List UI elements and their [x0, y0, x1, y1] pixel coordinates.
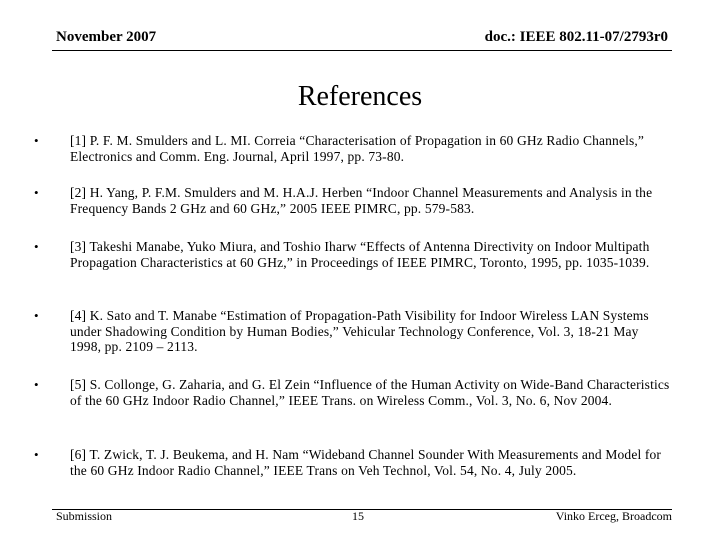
reference-text: [5] S. Collonge, G. Zaharia, and G. El Zein “Influence of the Human Activity on Wide-Band Characteristics of the 60 GHz Indoor Radio Channel,” IEEE Trans. on Wireless Comm., Vol. 3, No. 6, Nov 2004. — [70, 377, 670, 408]
footer-page-number: 15 — [352, 509, 364, 523]
bullet-icon: • — [34, 308, 39, 323]
bullet-icon: • — [34, 133, 39, 148]
bullet-icon: • — [34, 447, 39, 462]
footer-author: Vinko Erceg, Broadcom — [555, 509, 672, 523]
bullet-icon: • — [34, 185, 39, 200]
slide-title: References — [297, 81, 423, 112]
header-date: November 2007 — [56, 29, 157, 45]
reference-text: [4] K. Sato and T. Manabe “Estimation of Propagation-Path Visibility for Indoor Wireless LAN Systems under Shadowing Condition by Human Bodies,” Vehicular Technology Conference, Vol. 3, 18-21 May 1998, pp. 2109 – 2113. — [70, 308, 649, 354]
reference-text: [1] P. F. M. Smulders and L. MI. Correia “Characterisation of Propagation in 60 GHz Radio Channels,” Electronics and Comm. Eng. Journal, April 1997, pp. 73-80. — [70, 133, 645, 164]
reference-text: [2] H. Yang, P. F.M. Smulders and M. H.A.J. Herben “Indoor Channel Measurements and Analysis in the Frequency Bands 2 GHz and 60 GHz,” 2005 IEEE PIMRC, pp. 579-583. — [70, 185, 653, 216]
bullet-icon: • — [34, 239, 39, 254]
reference-text: [6] T. Zwick, T. J. Beukema, and H. Nam “Wideband Channel Sounder With Measurements and Model for the 60 GHz Indoor Radio Channel,” IEEE Trans on Veh Technol, Vol. 54, No. 4, July 2005. — [70, 447, 662, 478]
footer-submission: Submission — [56, 509, 113, 523]
bullet-icon: • — [34, 377, 39, 392]
reference-text: [3] Takeshi Manabe, Yuko Miura, and Toshio Iharw “Effects of Antenna Directivity on Indoor Multipath Propagation Characteristics at 60 GHz,” in Proceedings of IEEE PIMRC, Toronto, 1995, pp. 1035-1039. — [70, 239, 650, 270]
header-doc-id: doc.: IEEE 802.11-07/2793r0 — [484, 29, 668, 45]
